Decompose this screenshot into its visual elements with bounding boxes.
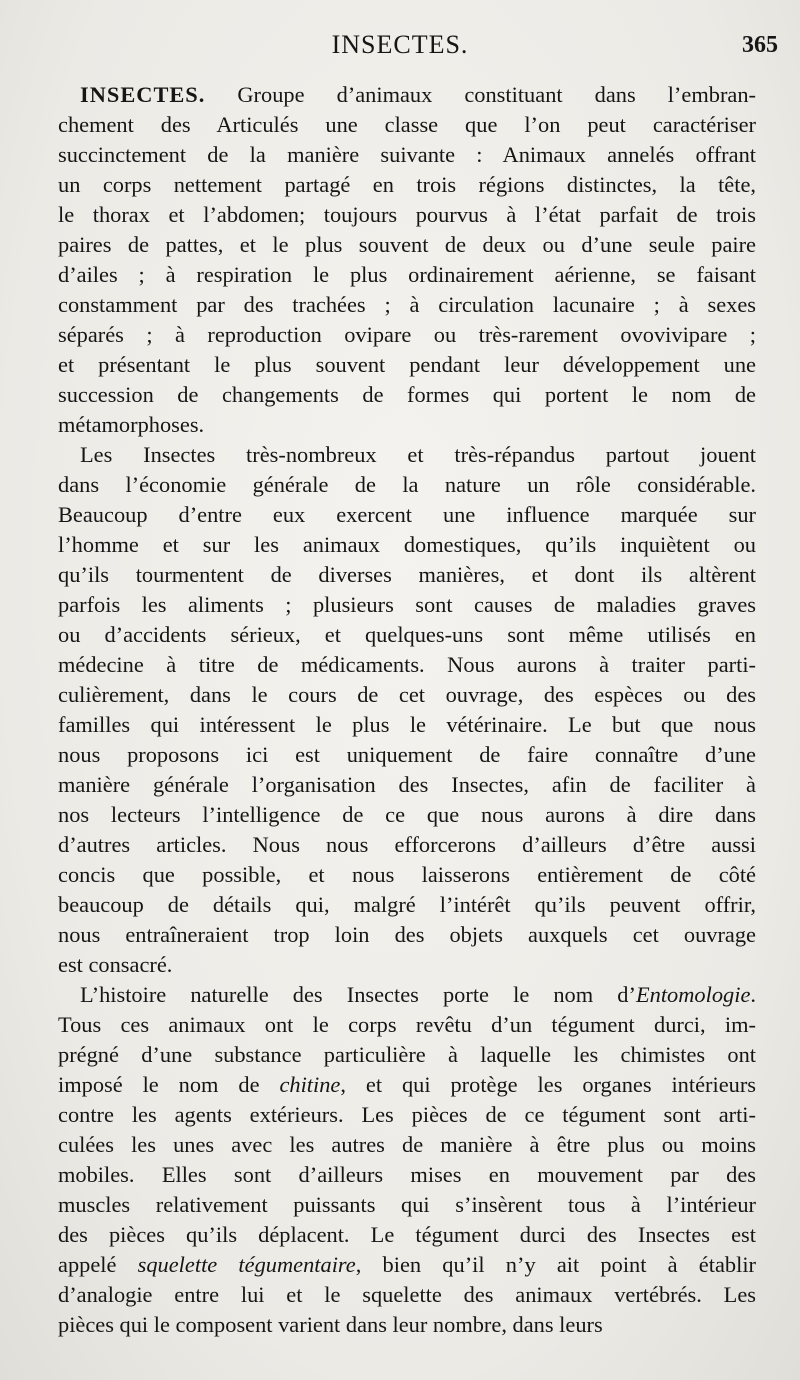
body-text <box>58 80 756 1340</box>
line-text-after: , et qui protège les organes intérieurs <box>340 1072 756 1097</box>
line-text: imposé le nom de <box>58 1072 280 1097</box>
text-line <box>58 800 756 830</box>
text-line <box>58 1250 756 1280</box>
line-text: concis que possible, et nous laisserons entièrement de côté <box>58 862 756 887</box>
line-text: appelé <box>58 1252 138 1277</box>
line-text: d’analogie entre lui et le squelette des animaux vertébrés. Les <box>58 1282 756 1307</box>
paragraph <box>58 440 756 980</box>
text-line <box>58 620 756 650</box>
running-head <box>0 30 800 64</box>
line-text: Beaucoup d’entre eux exercent une influence marquée sur <box>58 502 756 527</box>
line-text: et présentant le plus souvent pendant leur développement une <box>58 352 756 377</box>
italic-term: chitine <box>279 1072 341 1097</box>
text-line <box>58 710 756 740</box>
text-line <box>58 380 756 410</box>
text-line <box>58 950 756 980</box>
line-text: chement des Articulés une classe que l’on peut caractériser <box>58 112 756 137</box>
line-text-after: , bien qu’il n’y ait point à établir <box>355 1252 756 1277</box>
text-line <box>58 410 756 440</box>
line-text: est consacré. <box>58 952 173 977</box>
line-text: familles qui intéressent le plus le vétérinaire. Le but que nous <box>58 712 756 737</box>
line-text: manière générale l’organisation des Insectes, afin de faciliter à <box>58 772 756 797</box>
text-line <box>58 860 756 890</box>
text-line <box>58 980 756 1010</box>
text-line <box>58 110 756 140</box>
text-line <box>58 1220 756 1250</box>
italic-term: Entomologie <box>635 982 751 1007</box>
line-text: séparés ; à reproduction ovipare ou très-rarement ovovivipare ; <box>58 322 756 347</box>
line-text: dans l’économie générale de la nature un rôle considérable. <box>58 472 756 497</box>
line-text: parfois les aliments ; plusieurs sont causes de maladies graves <box>58 592 756 617</box>
paragraph <box>58 980 756 1340</box>
line-text: Tous ces animaux ont le corps revêtu d’un tégument durci, im- <box>58 1012 756 1037</box>
line-text: succession de changements de formes qui portent le nom de <box>58 382 756 407</box>
text-line <box>58 590 756 620</box>
line-text: pièces qui le composent varient dans leur nombre, dans leurs <box>58 1312 603 1337</box>
text-line <box>58 80 756 110</box>
page-number: 365 <box>742 32 778 58</box>
line-text-after: . <box>750 982 756 1007</box>
text-line <box>58 290 756 320</box>
text-line <box>58 440 756 470</box>
line-text: constamment par des trachées ; à circulation lacunaire ; à sexes <box>58 292 756 317</box>
line-text: succinctement de la manière suivante : Animaux annelés offrant <box>58 142 756 167</box>
line-text: culièrement, dans le cours de cet ouvrage, des espèces ou des <box>58 682 756 707</box>
text-line <box>58 1190 756 1220</box>
text-line <box>58 500 756 530</box>
text-line <box>58 890 756 920</box>
text-line <box>58 740 756 770</box>
line-text: ou d’accidents sérieux, et quelques-uns sont même utilisés en <box>58 622 756 647</box>
text-line <box>58 320 756 350</box>
text-line <box>58 1010 756 1040</box>
line-text: d’autres articles. Nous nous efforcerons d’ailleurs d’être aussi <box>58 832 756 857</box>
line-text: des pièces qu’ils déplacent. Le tégument durci des Insectes est <box>58 1222 756 1247</box>
text-line <box>58 140 756 170</box>
text-line <box>58 1130 756 1160</box>
line-text: d’ailes ; à respiration le plus ordinairement aérienne, se faisant <box>58 262 756 287</box>
text-line <box>58 920 756 950</box>
line-text: un corps nettement partagé en trois régions distinctes, la tête, <box>58 172 756 197</box>
line-text: le thorax et l’abdomen; toujours pourvus à l’état parfait de trois <box>58 202 756 227</box>
line-text: nous entraîneraient trop loin des objets auxquels cet ouvrage <box>58 922 756 947</box>
line-text: médecine à titre de médicaments. Nous aurons à traiter parti- <box>58 652 756 677</box>
line-text: prégné d’une substance particulière à laquelle les chimistes ont <box>58 1042 756 1067</box>
italic-term: squelette tégumentaire <box>137 1252 356 1277</box>
text-line <box>58 260 756 290</box>
entry-term: INSECTES. <box>80 82 206 107</box>
line-text: métamorphoses. <box>58 412 205 437</box>
line-text: L’histoire naturelle des Insectes porte le nom d’ <box>80 982 636 1007</box>
line-text: contre les agents extérieurs. Les pièces de ce tégument sont arti- <box>58 1102 756 1127</box>
text-line <box>58 1280 756 1310</box>
line-text: l’homme et sur les animaux domestiques, qu’ils inquiètent ou <box>58 532 756 557</box>
text-line <box>58 530 756 560</box>
line-text: nos lecteurs l’intelligence de ce que nous aurons à dire dans <box>58 802 756 827</box>
text-line <box>58 560 756 590</box>
text-line <box>58 470 756 500</box>
line-text: nous proposons ici est uniquement de faire connaître d’une <box>58 742 756 767</box>
text-line <box>58 1070 756 1100</box>
line-text: beaucoup de détails qui, malgré l’intérêt qu’ils peuvent offrir, <box>58 892 756 917</box>
text-line <box>58 650 756 680</box>
line-text: muscles relativement puissants qui s’insèrent tous à l’intérieur <box>58 1192 756 1217</box>
text-line <box>58 1310 756 1340</box>
text-line <box>58 230 756 260</box>
line-text: Groupe d’animaux constituant dans l’embran- <box>205 82 756 107</box>
text-line <box>58 200 756 230</box>
text-line <box>58 170 756 200</box>
text-line <box>58 350 756 380</box>
text-line <box>58 1100 756 1130</box>
text-line <box>58 680 756 710</box>
line-text: qu’ils tourmentent de diverses manières, et dont ils altèrent <box>58 562 756 587</box>
text-line <box>58 830 756 860</box>
text-line <box>58 1040 756 1070</box>
running-title: INSECTES. <box>331 30 469 59</box>
line-text: mobiles. Elles sont d’ailleurs mises en mouvement par des <box>58 1162 756 1187</box>
text-line <box>58 1160 756 1190</box>
line-text: Les Insectes très-nombreux et très-répandus partout jouent <box>80 442 756 467</box>
line-text: paires de pattes, et le plus souvent de deux ou d’une seule paire <box>58 232 756 257</box>
text-line <box>58 770 756 800</box>
line-text: culées les unes avec les autres de manière à être plus ou moins <box>58 1132 756 1157</box>
paragraph <box>58 80 756 440</box>
